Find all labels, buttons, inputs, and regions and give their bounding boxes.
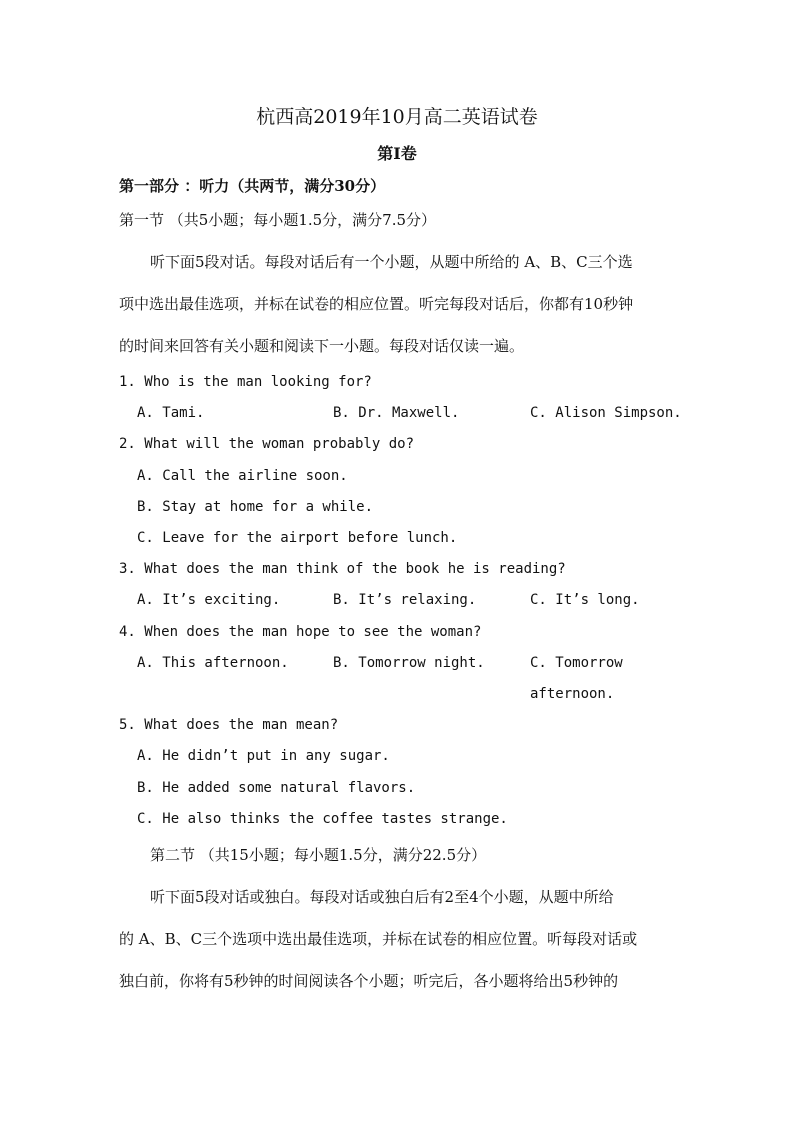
part-heading: 第一部分 ：听力（共两节，满分30分） — [119, 177, 386, 195]
answer-option: B. Stay at home for a while. — [137, 499, 374, 515]
answer-option: B. He added some natural flavors. — [137, 780, 416, 796]
instruction-line: 独白前，你将有5秒钟的时间阅读各个小题；听完后，各小题将给出5秒钟的 — [119, 972, 619, 990]
answer-option: A. This afternoon. — [137, 655, 289, 671]
answer-option: A. He didn’t put in any sugar. — [137, 748, 390, 764]
instruction-line: 听下面5段对话。每段对话后有一个小题，从题中所给的 A、B、C三个选 — [150, 253, 633, 271]
exam-title: 杭西高2019年10月高二英语试卷 — [256, 106, 538, 128]
answer-option: A. Tami. — [137, 405, 205, 421]
question-stem: 1. Who is the man looking for? — [119, 374, 372, 390]
answer-option: C. Tomorrow — [530, 655, 623, 671]
answer-option: C. Leave for the airport before lunch. — [137, 530, 458, 546]
answer-option: A. It’s exciting. — [137, 592, 281, 608]
answer-option: C. It’s long. — [530, 592, 640, 608]
instruction-line: 项中选出最佳选项，并标在试卷的相应位置。听完每段对话后，你都有10秒钟 — [119, 295, 634, 313]
answer-option-continued: afternoon. — [530, 686, 615, 702]
volume-heading: 第I卷 — [377, 144, 417, 163]
answer-option: B. It’s relaxing. — [333, 592, 477, 608]
answer-option: B. Tomorrow night. — [333, 655, 485, 671]
question-stem: 4. When does the man hope to see the woman? — [119, 624, 482, 640]
answer-option: A. Call the airline soon. — [137, 468, 348, 484]
section-heading: 第二节 （共15小题；每小题1.5分，满分22.5分） — [150, 846, 487, 864]
instruction-line: 听下面5段对话或独白。每段对话或独白后有2至4个小题，从题中所给 — [150, 888, 614, 906]
section-heading: 第一节 （共5小题；每小题1.5分，满分7.5分） — [119, 211, 437, 229]
answer-option: C. He also thinks the coffee tastes strange. — [137, 811, 508, 827]
answer-option: C. Alison Simpson. — [530, 405, 682, 421]
question-stem: 3. What does the man think of the book he is reading? — [119, 561, 566, 577]
question-stem: 5. What does the man mean? — [119, 717, 339, 733]
instruction-line: 的 A、B、C三个选项中选出最佳选项，并标在试卷的相应位置。听每段对话或 — [119, 930, 638, 948]
instruction-line: 的时间来回答有关小题和阅读下一小题。每段对话仅读一遍。 — [119, 337, 525, 355]
answer-option: B. Dr. Maxwell. — [333, 405, 460, 421]
question-stem: 2. What will the woman probably do? — [119, 436, 415, 452]
